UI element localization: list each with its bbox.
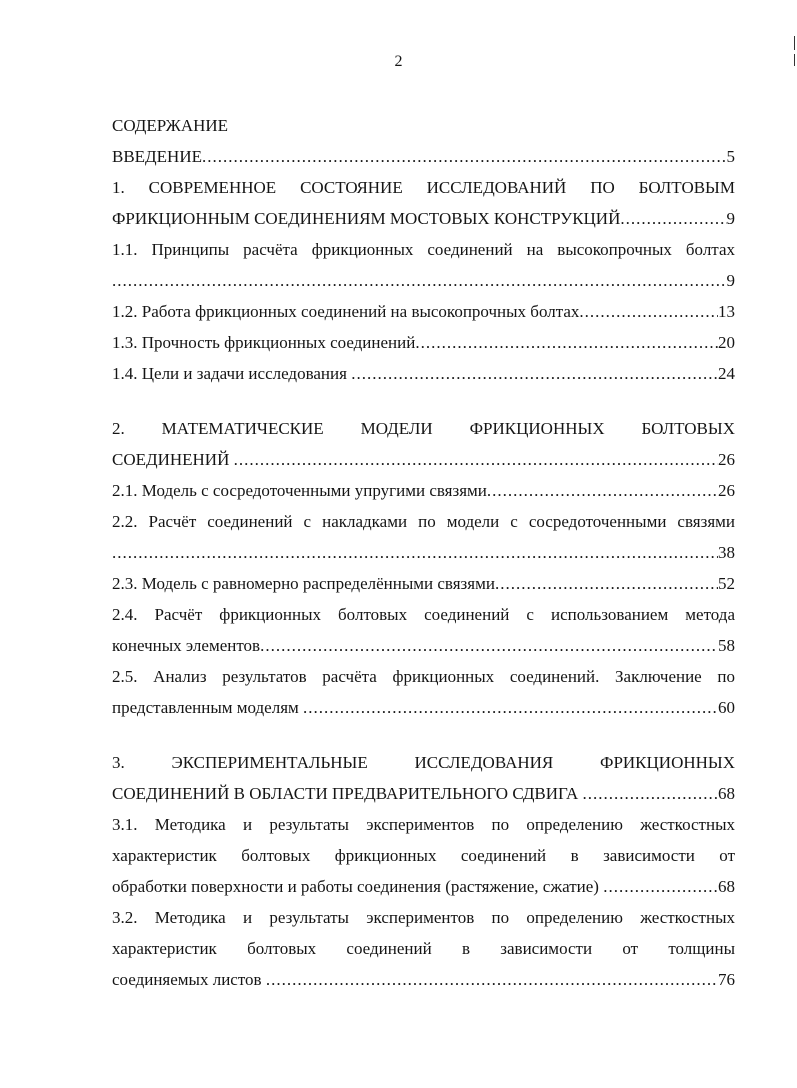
toc-entry-page: 26 bbox=[718, 481, 735, 500]
toc-entry-title: 1.3. Прочность фрикционных соединений bbox=[112, 333, 416, 352]
toc-entry-2-3[interactable] bbox=[112, 568, 735, 599]
toc-entry-2-5[interactable]: 2.5. Анализ результатов расчёта фрикционных соединений. Заключение по bbox=[112, 667, 735, 686]
toc-entry-page: 38 bbox=[718, 543, 735, 562]
toc-entry-page: 58 bbox=[718, 636, 735, 655]
toc-entry-3-1-end[interactable] bbox=[112, 871, 735, 902]
toc-entry-page: 24 bbox=[718, 364, 735, 383]
toc-entry-3-2-end[interactable] bbox=[112, 964, 735, 995]
leader-dots bbox=[260, 630, 718, 661]
leader-dots bbox=[495, 568, 718, 599]
toc-entry-page: 9 bbox=[726, 209, 735, 228]
leader-dots bbox=[303, 692, 718, 723]
toc-section-2-title[interactable]: 2. МАТЕМАТИЧЕСКИЕ МОДЕЛИ ФРИКЦИОННЫХ БОЛТОВЫХ bbox=[112, 419, 735, 438]
toc-entry-page: 9 bbox=[726, 271, 735, 290]
table-of-contents bbox=[112, 110, 735, 995]
toc-section-1-title[interactable]: 1. СОВРЕМЕННОЕ СОСТОЯНИЕ ИССЛЕДОВАНИЙ ПО БОЛТОВЫМ bbox=[112, 178, 735, 197]
leader-dots bbox=[202, 141, 727, 172]
leader-dots bbox=[351, 358, 718, 389]
toc-entry-3-2[interactable]: 3.2. Методика и результаты экспериментов по определению жесткостных bbox=[112, 908, 735, 927]
section-gap bbox=[112, 723, 735, 747]
toc-entry-2-2-page[interactable] bbox=[112, 537, 735, 568]
toc-entry-page: 68 bbox=[718, 784, 735, 803]
toc-entry-title: 1.2. Работа фрикционных соединений на высокопрочных болтах bbox=[112, 302, 580, 321]
leader-dots bbox=[583, 778, 718, 809]
leader-dots bbox=[415, 327, 718, 358]
toc-entry-page: 26 bbox=[718, 450, 735, 469]
toc-entry-page: 5 bbox=[726, 147, 735, 166]
toc-section-1-title-end[interactable] bbox=[112, 203, 735, 234]
leader-dots bbox=[112, 537, 718, 568]
toc-section-3-title[interactable]: 3. ЭКСПЕРИМЕНТАЛЬНЫЕ ИССЛЕДОВАНИЯ ФРИКЦИОННЫХ bbox=[112, 753, 735, 772]
leader-dots bbox=[234, 444, 718, 475]
toc-entry-3-1[interactable]: 3.1. Методика и результаты экспериментов по определению жесткостных bbox=[112, 815, 735, 834]
toc-entry-title: ВВЕДЕНИЕ bbox=[112, 147, 202, 166]
toc-section-3-title-end[interactable] bbox=[112, 778, 735, 809]
toc-entry-title: 2.1. Модель с сосредоточенными упругими связями bbox=[112, 481, 487, 500]
toc-section-2-title-end[interactable] bbox=[112, 444, 735, 475]
leader-dots bbox=[603, 871, 718, 902]
section-gap bbox=[112, 389, 735, 413]
leader-dots bbox=[620, 203, 726, 234]
toc-entry-2-2[interactable]: 2.2. Расчёт соединений с накладками по модели с сосредоточенными связями bbox=[112, 512, 735, 531]
margin-mark bbox=[794, 54, 795, 66]
toc-entry-title: конечных элементов bbox=[112, 636, 261, 655]
page-number: 2 bbox=[394, 53, 403, 70]
toc-entry-title: соединяемых листов bbox=[112, 970, 266, 989]
toc-entry-1-4[interactable] bbox=[112, 358, 735, 389]
toc-entry-title: ФРИКЦИОННЫМ СОЕДИНЕНИЯМ МОСТОВЫХ КОНСТРУКЦИЙ bbox=[112, 209, 621, 228]
toc-entry-page: 68 bbox=[718, 877, 735, 896]
toc-entry-intro[interactable] bbox=[112, 141, 735, 172]
toc-entry-3-2-cont[interactable]: характеристик болтовых соединений в зависимости от толщины bbox=[112, 939, 735, 958]
toc-entry-title: СОЕДИНЕНИЙ В ОБЛАСТИ ПРЕДВАРИТЕЛЬНОГО СДВИГА bbox=[112, 784, 583, 803]
toc-entry-2-4-end[interactable] bbox=[112, 630, 735, 661]
leader-dots bbox=[266, 964, 718, 995]
toc-entry-title: представленным моделям bbox=[112, 698, 304, 717]
toc-entry-2-4[interactable]: 2.4. Расчёт фрикционных болтовых соединений с использованием метода bbox=[112, 605, 735, 624]
toc-entry-page: 52 bbox=[718, 574, 735, 593]
leader-dots bbox=[579, 296, 718, 327]
toc-entry-2-1[interactable] bbox=[112, 475, 735, 506]
toc-entry-page: 76 bbox=[718, 970, 735, 989]
toc-entry-1-1[interactable]: 1.1. Принципы расчёта фрикционных соединений на высокопрочных болтах bbox=[112, 240, 735, 259]
toc-entry-title: 1.4. Цели и задачи исследования bbox=[112, 364, 352, 383]
toc-entry-title: обработки поверхности и работы соединения (растяжение, сжатие) bbox=[112, 877, 604, 896]
toc-entry-3-1-cont[interactable]: характеристик болтовых фрикционных соединений в зависимости от bbox=[112, 846, 735, 865]
toc-entry-title: 2.3. Модель с равномерно распределёнными связями bbox=[112, 574, 495, 593]
toc-entry-title: СОЕДИНЕНИЙ bbox=[112, 450, 234, 469]
leader-dots bbox=[487, 475, 718, 506]
toc-entry-1-2[interactable] bbox=[112, 296, 735, 327]
toc-entry-page: 60 bbox=[718, 698, 735, 717]
margin-mark bbox=[794, 36, 795, 50]
toc-heading: СОДЕРЖАНИЕ bbox=[112, 116, 229, 135]
toc-entry-2-5-end[interactable] bbox=[112, 692, 735, 723]
toc-entry-1-3[interactable] bbox=[112, 327, 735, 358]
toc-entry-1-1-page[interactable] bbox=[112, 265, 735, 296]
leader-dots bbox=[112, 265, 727, 296]
toc-entry-page: 20 bbox=[718, 333, 735, 352]
toc-entry-page: 13 bbox=[718, 302, 735, 321]
